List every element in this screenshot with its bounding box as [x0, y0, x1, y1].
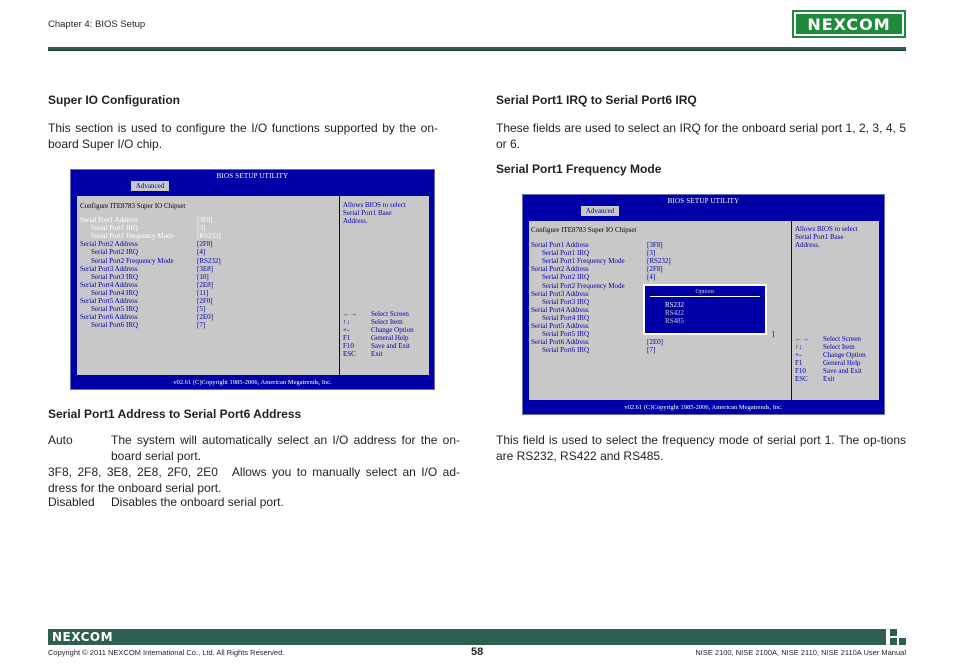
bios-row-label[interactable]: Serial Port3 IRQ [542, 297, 590, 306]
bios-row-value[interactable]: [3F8] [197, 216, 213, 224]
option-rs232[interactable]: RS232 [665, 301, 685, 309]
bios-row-label[interactable]: Serial Port2 IRQ [91, 248, 139, 257]
bios-row-label[interactable]: Serial Port4 IRQ [542, 313, 590, 322]
bios-row-label[interactable]: Serial Port5 Address [80, 297, 138, 305]
bios-row-label[interactable]: Serial Port4 IRQ [91, 288, 139, 297]
popup-divider [650, 296, 760, 297]
bios-row-value[interactable]: [7] [647, 346, 656, 355]
help-line: Address. [343, 217, 368, 225]
bios-help [795, 225, 879, 249]
bios-row-value[interactable]: [2E8] [197, 280, 213, 289]
key-desc: General Help [823, 359, 861, 367]
bios-row-label[interactable]: Serial Port5 IRQ [91, 305, 139, 314]
bios-row-value[interactable]: [4] [647, 273, 656, 282]
bios-keys [343, 310, 428, 360]
bios-row-label[interactable]: Serial Port1 Address [531, 241, 589, 249]
para-super-io: This section is used to configure the I/O functions supported by the on-board Super I/O chip. [48, 121, 438, 151]
key-name: F10 [343, 342, 354, 350]
key-desc: Exit [823, 375, 835, 383]
bios-row-label[interactable]: Serial Port3 Address [80, 264, 138, 273]
bios-row-value[interactable]: [RS232] [647, 257, 671, 266]
bios-row-value[interactable]: [3] [647, 249, 656, 258]
bios-row-value[interactable]: [10] [197, 272, 209, 281]
def-desc-auto: The system will automatically select an I/O address for the on-board serial port. [111, 433, 460, 463]
help-line: Serial Port1 Base [795, 233, 844, 241]
key-desc: Change Option [823, 351, 866, 359]
key-name: +- [795, 351, 802, 359]
bios-row-value[interactable]: [3] [197, 224, 206, 233]
bios-row-label[interactable]: Serial Port1 IRQ [91, 224, 139, 233]
definitions-list [48, 432, 460, 512]
bios-row-value[interactable]: [RS232] [197, 232, 221, 241]
key-desc: Select Screen [823, 335, 861, 343]
key-desc: Save and Exit [371, 342, 410, 350]
bios-footer: v02.61 (C)Copyright 1985-2006, American Megatrends, Inc. [624, 404, 783, 411]
bios-row-label[interactable]: Serial Port2 Address [80, 240, 138, 249]
bios-help [343, 201, 428, 225]
key-desc: General Help [371, 334, 409, 342]
bios-row-label[interactable]: Serial Port2 Address [531, 265, 589, 274]
bios-row-label[interactable]: Serial Port3 Address [531, 289, 589, 298]
bios-row-label[interactable]: Serial Port4 Address [80, 280, 138, 289]
bios-keys [795, 335, 879, 385]
key-name: F1 [343, 334, 351, 342]
bios-row-value[interactable]: [2F0] [197, 297, 213, 305]
nexcom-logo [792, 10, 906, 38]
bios-row-value[interactable]: [RS232] [197, 256, 221, 265]
heading-irq: Serial Port1 IRQ to Serial Port6 IRQ [496, 93, 697, 107]
bios-row-label[interactable]: Serial Port6 Address [80, 313, 138, 322]
bios-row-label[interactable]: Serial Port6 IRQ [542, 346, 590, 355]
footer-logo: NEXCOM [52, 630, 114, 644]
bios-row-label[interactable]: Serial Port5 Address [531, 322, 589, 330]
help-line: Serial Port1 Base [343, 209, 392, 217]
def-term-disabled: Disabled [48, 495, 95, 509]
bios-section-title: Configure ITE8783 Super IO Chipset [531, 226, 637, 234]
header-rule-shadow [48, 50, 906, 51]
help-line: Address. [795, 241, 820, 249]
bios-main-panel [77, 196, 340, 375]
bios-row-value[interactable]: [2E0] [197, 313, 213, 322]
help-line: Allows BIOS to select [343, 201, 406, 209]
key-desc: Change Option [371, 326, 414, 334]
key-desc: Save and Exit [823, 367, 862, 375]
footer-square [899, 638, 906, 645]
option-rs485[interactable]: RS485 [665, 317, 685, 325]
bios-row-label[interactable]: Serial Port2 Frequency Mode [542, 281, 625, 290]
heading-super-io: Super IO Configuration [48, 93, 180, 107]
bios-row-value[interactable]: [3F8] [647, 241, 663, 249]
bios-row-label[interactable]: Serial Port1 IRQ [542, 249, 590, 258]
bios-section-title: Configure ITE8783 Super IO Chipset [80, 202, 186, 210]
footer-bar [48, 629, 886, 645]
key-name: F10 [795, 367, 806, 375]
bios-row-label[interactable]: Serial Port4 Address [531, 305, 589, 314]
bios-row-label[interactable]: Serial Port2 IRQ [542, 273, 590, 282]
bios-body [76, 195, 430, 376]
key-desc: Exit [371, 350, 383, 358]
bios-row-label[interactable]: Serial Port1 Frequency Mode [542, 257, 625, 266]
options-popup[interactable] [643, 284, 767, 335]
footer-square [890, 638, 897, 645]
bios-row-value[interactable]: [5] [197, 305, 206, 314]
bios-row-value[interactable]: [11] [197, 288, 209, 297]
key-name: ←→ [795, 335, 809, 343]
key-name: F1 [795, 359, 803, 367]
bios-row-value[interactable]: [7] [197, 321, 206, 330]
key-name: ↑↓ [795, 343, 802, 351]
def-manual [48, 464, 460, 496]
option-rs422[interactable]: RS422 [665, 309, 685, 317]
bios-row-value[interactable]: [2F8] [647, 265, 663, 274]
bios-tab-advanced[interactable]: Advanced [581, 206, 619, 216]
copyright-text: Copyright © 2011 NEXCOM International Co., Ltd. All Rights Reserved. [48, 648, 285, 657]
para-frequency: This field is used to select the frequency mode of serial port 1. The op-tions are RS232, RS422 and RS485. [496, 433, 906, 463]
def-desc-manual: Allows you to manually select an I/O ad-dress for the onboard serial port. [48, 465, 460, 495]
bios-tab-advanced[interactable]: Advanced [131, 181, 169, 191]
bios-row-label[interactable]: Serial Port2 Frequency Mode [91, 256, 174, 265]
bios-row-value[interactable]: [2E0] [647, 338, 663, 347]
def-desc-disabled: Disables the onboard serial port. [111, 495, 284, 509]
key-name: ←→ [343, 310, 357, 318]
bios-row-value[interactable]: [4] [197, 248, 206, 257]
def-term-manual: 3F8, 2F8, 3E8, 2E8, 2F0, 2E0 [48, 465, 218, 479]
bios-row-label[interactable]: Serial Port3 IRQ [91, 272, 139, 281]
key-name: ESC [795, 375, 808, 383]
heading-frequency: Serial Port1 Frequency Mode [496, 162, 662, 176]
para-irq: These fields are used to select an IRQ for the onboard serial port 1, 2, 3, 4, 5 or 6. [496, 121, 906, 151]
obscured-bracket: ] [772, 330, 775, 338]
bios-title: BIOS SETUP UTILITY [216, 172, 289, 180]
bios-row-value[interactable]: [3E8] [197, 264, 213, 273]
help-line: Allows BIOS to select [795, 225, 858, 233]
bios-row-label[interactable]: Serial Port6 Address [531, 338, 589, 347]
key-name: +- [343, 326, 350, 334]
bios-row-value[interactable]: [2F8] [197, 240, 213, 249]
bios-row-label[interactable]: Serial Port1 Address [80, 216, 138, 224]
bios-row-label[interactable]: Serial Port5 IRQ [542, 330, 590, 339]
key-desc: Select Item [371, 318, 403, 326]
def-term-auto: Auto [48, 433, 73, 447]
popup-title: Options [695, 289, 715, 295]
page-number: 58 [471, 646, 484, 658]
bios-footer: v02.61 (C)Copyright 1985-2006, American Megatrends, Inc. [173, 379, 332, 386]
chapter-label: Chapter 4: BIOS Setup [48, 19, 146, 30]
manual-title: NISE 2100, NISE 2100A, NISE 2110, NISE 2110A User Manual [695, 648, 906, 657]
footer-square [890, 629, 897, 636]
key-name: ↑↓ [343, 318, 350, 326]
key-desc: Select Item [823, 343, 855, 351]
key-desc: Select Screen [371, 310, 409, 318]
bios-screen-1 [70, 169, 435, 390]
bios-screen-2 [522, 194, 885, 415]
svg-text:NEXCOM: NEXCOM [807, 15, 891, 34]
bios-row-label[interactable]: Serial Port6 IRQ [91, 321, 139, 330]
heading-address: Serial Port1 Address to Serial Port6 Address [48, 407, 302, 421]
key-name: ESC [343, 350, 356, 358]
bios-title: BIOS SETUP UTILITY [667, 197, 740, 205]
bios-row-label[interactable]: Serial Port1 Frequency Mode [91, 232, 174, 241]
